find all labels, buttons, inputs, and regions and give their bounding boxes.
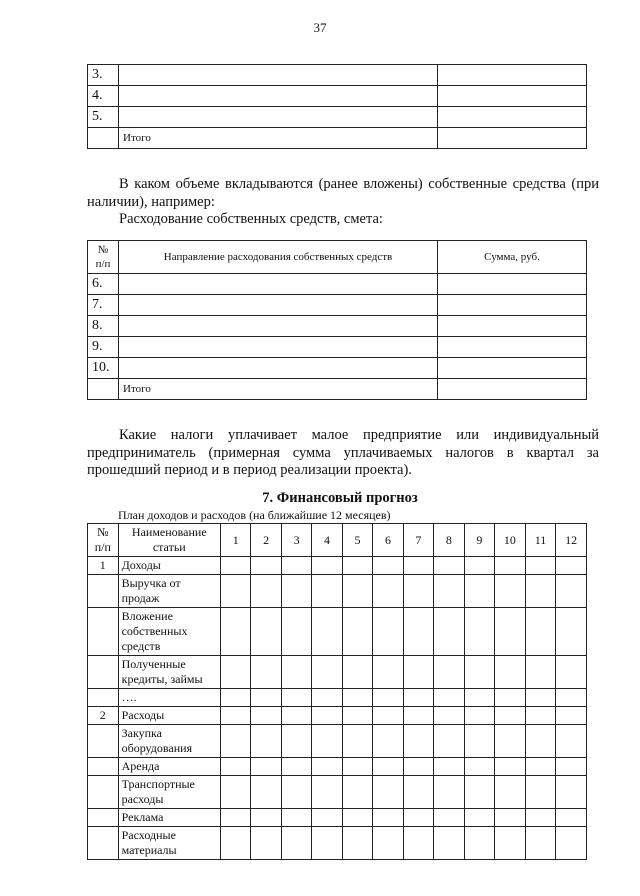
month-value-cell[interactable] (403, 725, 433, 758)
table-row-total (88, 379, 587, 400)
month-value-cell[interactable] (342, 656, 372, 689)
month-value-cell[interactable] (220, 608, 250, 656)
month-value-cell[interactable] (312, 776, 342, 809)
table-row (88, 274, 587, 295)
row-number: 1 (88, 557, 119, 575)
month-value-cell[interactable] (281, 758, 311, 776)
month-value-cell[interactable] (434, 557, 464, 575)
month-value-cell[interactable] (434, 776, 464, 809)
row-number: 8. (88, 316, 119, 337)
income-expense-plan-table (87, 523, 587, 860)
month-value-cell[interactable] (464, 557, 494, 575)
row-item-name: Реклама (118, 809, 220, 827)
row-number: 9. (88, 337, 119, 358)
month-value-cell[interactable] (312, 557, 342, 575)
month-value-cell[interactable] (220, 689, 250, 707)
header-month: 12 (556, 524, 587, 557)
month-value-cell[interactable] (434, 689, 464, 707)
table-header-row (88, 241, 587, 274)
row-number: 6. (88, 274, 119, 295)
header-month: 3 (281, 524, 311, 557)
month-value-cell[interactable] (281, 809, 311, 827)
header-month: 11 (525, 524, 556, 557)
row-number (88, 776, 119, 809)
month-value-cell[interactable] (403, 707, 433, 725)
month-value-cell[interactable] (403, 827, 433, 860)
header-sum: Сумма, руб. (438, 241, 587, 274)
month-value-cell[interactable] (495, 575, 526, 608)
row-number (88, 725, 119, 758)
month-value-cell[interactable] (281, 608, 311, 656)
own-funds-estimate-table (87, 240, 587, 400)
row-direction-cell[interactable] (119, 337, 438, 358)
month-value-cell[interactable] (220, 725, 250, 758)
month-value-cell[interactable] (525, 827, 556, 860)
month-value-cell[interactable] (556, 689, 587, 707)
row-number (88, 809, 119, 827)
header-month: 7 (403, 524, 433, 557)
month-value-cell[interactable] (312, 689, 342, 707)
month-value-cell[interactable] (525, 557, 556, 575)
month-value-cell[interactable] (403, 809, 433, 827)
row-item-name: Расходные материалы (118, 827, 220, 860)
table-row (88, 65, 587, 86)
month-value-cell[interactable] (312, 707, 342, 725)
month-value-cell[interactable] (464, 725, 494, 758)
month-value-cell[interactable] (312, 608, 342, 656)
month-value-cell[interactable] (464, 707, 494, 725)
row-number: 2 (88, 707, 119, 725)
header-month: 1 (220, 524, 250, 557)
table-row (88, 557, 587, 575)
month-value-cell[interactable] (525, 689, 556, 707)
row-direction-cell[interactable] (119, 274, 438, 295)
table-row (88, 337, 587, 358)
month-value-cell[interactable] (281, 656, 311, 689)
month-value-cell[interactable] (403, 575, 433, 608)
month-value-cell[interactable] (464, 758, 494, 776)
month-value-cell[interactable] (525, 575, 556, 608)
month-value-cell[interactable] (464, 809, 494, 827)
month-value-cell[interactable] (373, 707, 403, 725)
header-number: № п/п (88, 241, 119, 274)
month-value-cell[interactable] (312, 758, 342, 776)
month-value-cell[interactable] (281, 707, 311, 725)
month-value-cell[interactable] (220, 707, 250, 725)
month-value-cell[interactable] (251, 776, 281, 809)
month-value-cell[interactable] (434, 725, 464, 758)
table-row-total (88, 128, 587, 149)
total-label: Итого (119, 379, 438, 400)
row-number: 7. (88, 295, 119, 316)
month-value-cell[interactable] (434, 758, 464, 776)
month-value-cell[interactable] (373, 575, 403, 608)
month-value-cell[interactable] (342, 809, 372, 827)
month-value-cell[interactable] (495, 689, 526, 707)
month-value-cell[interactable] (220, 776, 250, 809)
month-value-cell[interactable] (525, 725, 556, 758)
month-value-cell[interactable] (495, 656, 526, 689)
row-number: 10. (88, 358, 119, 379)
row-sum-cell[interactable] (438, 107, 587, 128)
month-value-cell[interactable] (281, 725, 311, 758)
month-value-cell[interactable] (373, 557, 403, 575)
month-value-cell[interactable] (281, 827, 311, 860)
row-item-name: Расходы (118, 707, 220, 725)
month-value-cell[interactable] (464, 776, 494, 809)
month-value-cell[interactable] (220, 557, 250, 575)
table-row (88, 608, 587, 656)
row-sum-cell[interactable] (438, 274, 587, 295)
month-value-cell[interactable] (464, 575, 494, 608)
month-value-cell[interactable] (373, 758, 403, 776)
month-value-cell[interactable] (342, 557, 372, 575)
row-sum-cell[interactable] (438, 65, 587, 86)
month-value-cell[interactable] (342, 776, 372, 809)
row-direction-cell[interactable] (119, 316, 438, 337)
table-header-row (88, 524, 587, 557)
month-value-cell[interactable] (403, 758, 433, 776)
month-value-cell[interactable] (251, 557, 281, 575)
month-value-cell[interactable] (495, 608, 526, 656)
month-value-cell[interactable] (403, 608, 433, 656)
month-value-cell[interactable] (373, 809, 403, 827)
row-sum-cell[interactable] (438, 316, 587, 337)
row-sum-cell[interactable] (438, 86, 587, 107)
table-row (88, 575, 587, 608)
month-value-cell[interactable] (220, 827, 250, 860)
table-row (88, 707, 587, 725)
month-value-cell[interactable] (342, 758, 372, 776)
row-name-cell[interactable] (119, 86, 438, 107)
table-row (88, 758, 587, 776)
own-funds-question: В каком объеме вкладываются (ранее вложены) собственные средства (при наличии), например: (87, 176, 599, 210)
empty-cell (88, 379, 119, 400)
month-value-cell[interactable] (251, 689, 281, 707)
table-row (88, 656, 587, 689)
row-sum-cell[interactable] (438, 337, 587, 358)
month-value-cell[interactable] (281, 689, 311, 707)
month-value-cell[interactable] (312, 575, 342, 608)
total-sum-cell[interactable] (438, 379, 587, 400)
month-value-cell[interactable] (342, 707, 372, 725)
month-value-cell[interactable] (525, 809, 556, 827)
month-value-cell[interactable] (220, 809, 250, 827)
month-value-cell[interactable] (556, 575, 587, 608)
month-value-cell[interactable] (464, 608, 494, 656)
month-value-cell[interactable] (464, 827, 494, 860)
row-item-name: …. (118, 689, 220, 707)
table-row (88, 107, 587, 128)
row-sum-cell[interactable] (438, 358, 587, 379)
month-value-cell[interactable] (495, 827, 526, 860)
table-row (88, 809, 587, 827)
plan-caption: План доходов и расходов (на ближайшие 12 месяцев) (118, 508, 391, 522)
month-value-cell[interactable] (312, 809, 342, 827)
empty-cell (88, 128, 119, 149)
row-item-name: Закупка оборудования (118, 725, 220, 758)
row-item-name: Вложение собственных средств (118, 608, 220, 656)
row-item-name: Выручка от продаж (118, 575, 220, 608)
table-row (88, 827, 587, 860)
month-value-cell[interactable] (495, 776, 526, 809)
row-number (88, 758, 119, 776)
row-name-cell[interactable] (119, 65, 438, 86)
row-item-name: Транспортные расходы (118, 776, 220, 809)
month-value-cell[interactable] (525, 758, 556, 776)
plan-table-body (88, 557, 587, 860)
header-item-name: Наименование статьи (118, 524, 220, 557)
month-value-cell[interactable] (434, 827, 464, 860)
month-value-cell[interactable] (525, 656, 556, 689)
month-value-cell[interactable] (556, 827, 587, 860)
month-value-cell[interactable] (342, 689, 372, 707)
funds-table-continued (87, 64, 587, 149)
month-value-cell[interactable] (403, 557, 433, 575)
row-direction-cell[interactable] (119, 295, 438, 316)
row-number: 4. (88, 86, 119, 107)
month-value-cell[interactable] (495, 758, 526, 776)
month-value-cell[interactable] (312, 725, 342, 758)
table-row (88, 725, 587, 758)
month-value-cell[interactable] (434, 656, 464, 689)
month-value-cell[interactable] (251, 656, 281, 689)
month-value-cell[interactable] (373, 827, 403, 860)
month-value-cell[interactable] (434, 575, 464, 608)
month-value-cell[interactable] (251, 725, 281, 758)
table-row (88, 295, 587, 316)
row-item-name: Доходы (118, 557, 220, 575)
month-value-cell[interactable] (556, 656, 587, 689)
month-value-cell[interactable] (434, 809, 464, 827)
header-direction: Направление расходования собственных средств (119, 241, 438, 274)
month-value-cell[interactable] (342, 608, 372, 656)
month-value-cell[interactable] (434, 707, 464, 725)
month-value-cell[interactable] (556, 608, 587, 656)
row-number (88, 608, 119, 656)
month-value-cell[interactable] (220, 575, 250, 608)
header-month: 2 (251, 524, 281, 557)
row-number (88, 689, 119, 707)
month-value-cell[interactable] (342, 725, 372, 758)
month-value-cell[interactable] (464, 689, 494, 707)
header-month: 8 (434, 524, 464, 557)
month-value-cell[interactable] (373, 776, 403, 809)
month-value-cell[interactable] (373, 689, 403, 707)
month-value-cell[interactable] (495, 557, 526, 575)
month-value-cell[interactable] (373, 725, 403, 758)
month-value-cell[interactable] (556, 758, 587, 776)
month-value-cell[interactable] (251, 809, 281, 827)
row-number: 3. (88, 65, 119, 86)
month-value-cell[interactable] (281, 557, 311, 575)
section-heading: 7. Финансовый прогноз (262, 490, 418, 506)
own-funds-paragraph (87, 176, 599, 229)
month-value-cell[interactable] (403, 689, 433, 707)
month-value-cell[interactable] (251, 608, 281, 656)
month-value-cell[interactable] (251, 827, 281, 860)
month-value-cell[interactable] (373, 656, 403, 689)
month-value-cell[interactable] (525, 608, 556, 656)
row-name-cell[interactable] (119, 107, 438, 128)
table-row (88, 316, 587, 337)
table-row (88, 689, 587, 707)
header-month: 9 (464, 524, 494, 557)
month-value-cell[interactable] (403, 776, 433, 809)
month-value-cell[interactable] (312, 827, 342, 860)
month-value-cell[interactable] (556, 776, 587, 809)
month-value-cell[interactable] (342, 575, 372, 608)
row-number (88, 827, 119, 860)
month-value-cell[interactable] (525, 707, 556, 725)
total-label: Итого (119, 128, 438, 149)
header-month: 4 (312, 524, 342, 557)
row-number (88, 575, 119, 608)
month-value-cell[interactable] (342, 827, 372, 860)
month-value-cell[interactable] (556, 725, 587, 758)
row-number (88, 656, 119, 689)
table-row (88, 776, 587, 809)
row-direction-cell[interactable] (119, 358, 438, 379)
month-value-cell[interactable] (556, 809, 587, 827)
month-value-cell[interactable] (495, 707, 526, 725)
row-item-name: Аренда (118, 758, 220, 776)
row-sum-cell[interactable] (438, 295, 587, 316)
month-value-cell[interactable] (556, 707, 587, 725)
month-value-cell[interactable] (220, 758, 250, 776)
month-value-cell[interactable] (495, 809, 526, 827)
own-funds-estimate-label: Расходование собственных средств, смета: (119, 211, 383, 227)
month-value-cell[interactable] (556, 557, 587, 575)
month-value-cell[interactable] (434, 608, 464, 656)
month-value-cell[interactable] (251, 707, 281, 725)
month-value-cell[interactable] (220, 656, 250, 689)
month-value-cell[interactable] (525, 776, 556, 809)
month-value-cell[interactable] (373, 608, 403, 656)
total-sum-cell[interactable] (438, 128, 587, 149)
row-number: 5. (88, 107, 119, 128)
table-row (88, 86, 587, 107)
month-value-cell[interactable] (403, 656, 433, 689)
month-value-cell[interactable] (281, 575, 311, 608)
month-value-cell[interactable] (251, 575, 281, 608)
row-item-name: Полученные кредиты, займы (118, 656, 220, 689)
month-value-cell[interactable] (251, 758, 281, 776)
header-month: 10 (495, 524, 526, 557)
month-value-cell[interactable] (464, 656, 494, 689)
header-month: 6 (373, 524, 403, 557)
month-value-cell[interactable] (312, 656, 342, 689)
month-value-cell[interactable] (495, 725, 526, 758)
table-row (88, 358, 587, 379)
page-number: 37 (313, 20, 327, 35)
taxes-paragraph: Какие налоги уплачивает малое предприятие или индивидуальный предприниматель (примерная сумма уплачиваемых налогов в квартал за прошедший период и в период реализации проекта). (87, 427, 599, 478)
month-value-cell[interactable] (281, 776, 311, 809)
header-month: 5 (342, 524, 372, 557)
header-number: № п/п (88, 524, 119, 557)
